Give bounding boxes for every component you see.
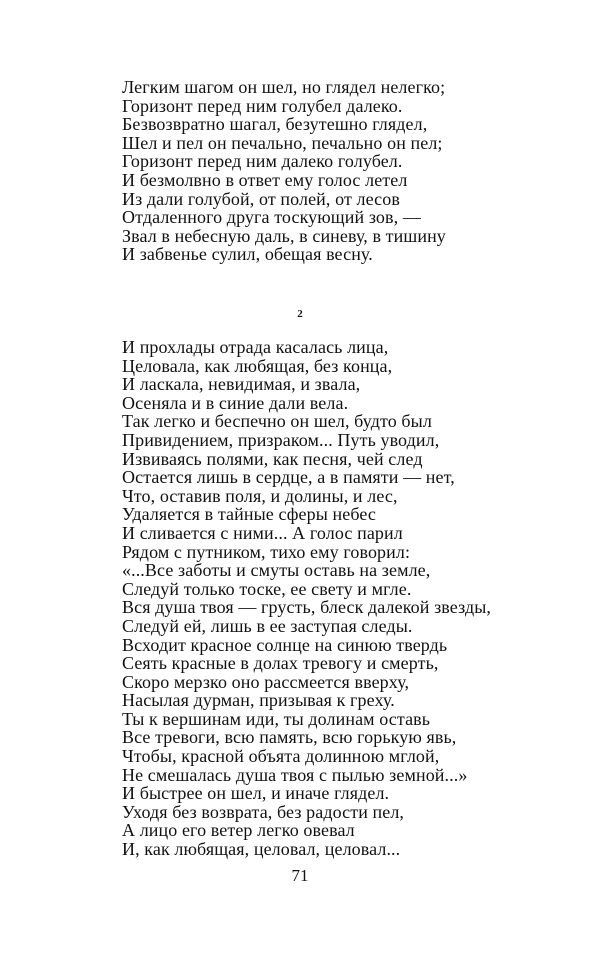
poem-line: И ласкала, невидимая, и звала, [122, 374, 361, 395]
poem-line: И сливается с ними... А голос парил [122, 522, 403, 543]
poem-line: И безмолвно в ответ ему голос летел [122, 169, 408, 190]
poem-line: Безвозвратно шагал, безутешно глядел, [122, 114, 428, 135]
poem-line: Отдаленного друга тоскующий зов, — [122, 207, 421, 228]
poem-stanza-2 [122, 338, 491, 859]
poem-line: Целовала, как любящая, без конца, [122, 355, 393, 376]
poem-line: Рядом с путником, тихо ему говорил: [122, 541, 411, 562]
poem-line: Горизонт перед ним голубел далеко. [122, 95, 403, 116]
poem-line: Легким шагом он шел, но глядел нелегко; [122, 77, 446, 97]
poem-line: Насылая дурман, призывая к греху. [122, 690, 395, 711]
poem-line: Звал в небесную даль, в синеву, в тишину [122, 225, 446, 246]
poem-line: Ты к вершинам иди, ты долинам оставь [122, 708, 431, 729]
poem-line: Скоро мерзко оно рассмеется вверху, [122, 671, 410, 692]
poem-line: Осеняла и в синие дали вела. [122, 392, 349, 413]
poem-line: И забвенье сулил, обещая весну. [122, 244, 373, 265]
poem-line: Вся душа твоя — грусть, блеск далекой звезды, [122, 597, 492, 618]
poem-line: Остается лишь в сердце, а в памяти — нет, [122, 467, 455, 488]
poem-line: И прохлады отрада касалась лица, [122, 337, 389, 357]
poem-line: Что, оставив поля, и долины, и лес, [122, 485, 398, 506]
poem-line: Привидением, призраком... Путь уводил, [122, 429, 440, 450]
poem-line: Так легко и беспечно он шел, будто был [122, 411, 432, 432]
poem-line: Горизонт перед ним далеко голубел. [122, 151, 403, 172]
page-number: 71 [291, 866, 309, 885]
poem-line: Следуй ей, лишь в ее заступая следы. [122, 615, 413, 636]
section-number: 2 [297, 308, 303, 320]
poem-line: «...Все заботы и смуты оставь на земле, [122, 560, 431, 581]
poem-line: Не смешалась душа твоя с пылью земной...» [122, 764, 468, 785]
poem-line: Сеять красные в долах тревогу и смерть, [122, 653, 439, 674]
poem-line: Всходит красное солнце на синюю твердь [122, 634, 448, 655]
poem-line: И, как любящая, целовал, целовал... [122, 839, 401, 860]
poem-line: И быстрее он шел, и иначе глядел. [122, 783, 390, 804]
poem-line: Уходя без возврата, без радости пел, [122, 801, 405, 822]
poem-line: Из дали голубой, от полей, от лесов [122, 188, 400, 209]
poem-line: Следуй только тоске, ее свету и мгле. [122, 578, 412, 599]
poem-line: Извиваясь полями, как песня, чей след [122, 448, 423, 469]
poem-stanza-1 [122, 78, 446, 264]
poem-line: Шел и пел он печально, печально он пел; [122, 132, 443, 153]
poem-line: Удаляется в тайные сферы небес [122, 504, 376, 525]
poem-line: Все тревоги, всю память, всю горькую явь, [122, 727, 457, 748]
poem-line: Чтобы, красной объята долинною мглой, [122, 746, 440, 767]
poem-line: А лицо его ветер легко овевал [122, 820, 355, 841]
